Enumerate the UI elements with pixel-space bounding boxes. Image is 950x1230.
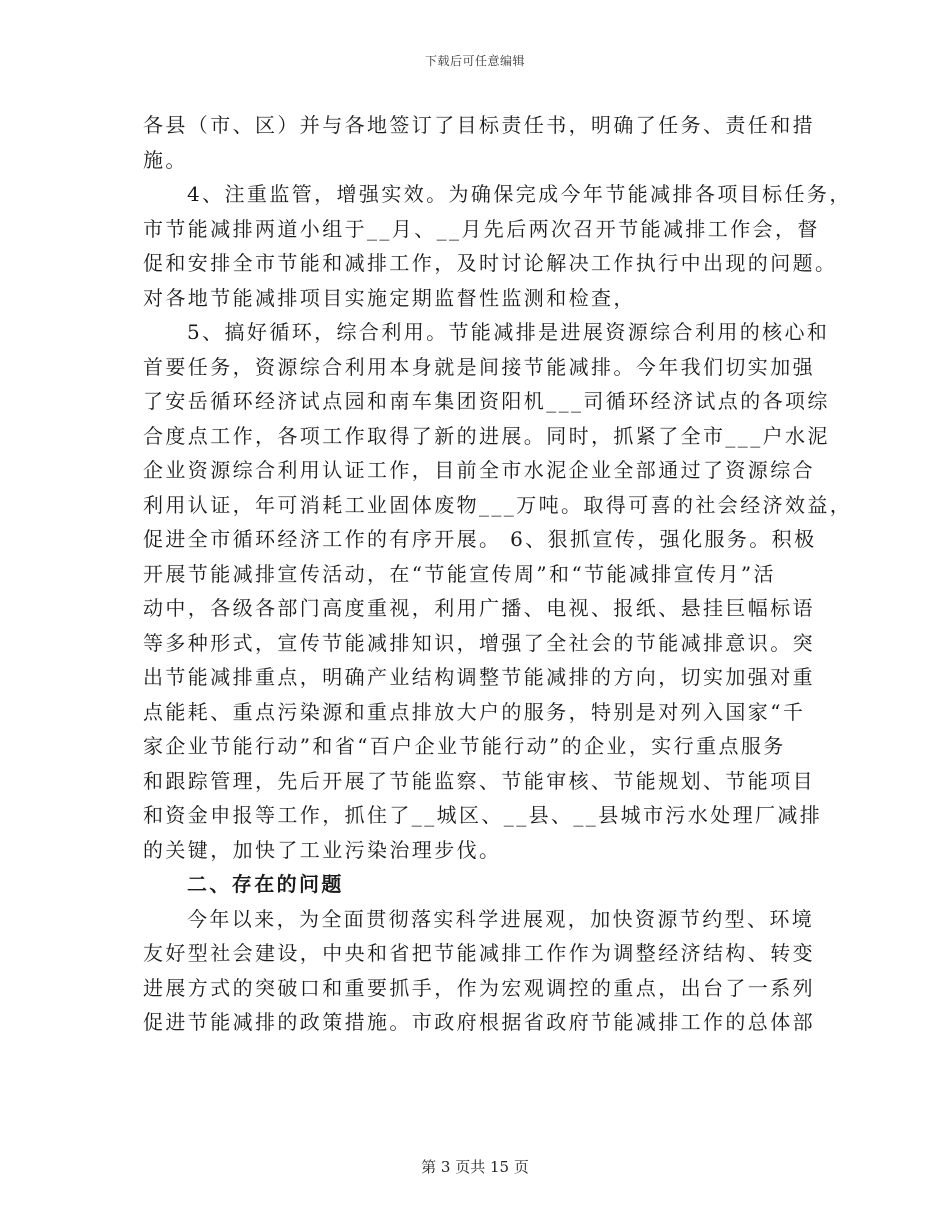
text-line: 今年以来，为全面贯彻落实科学进展观，加快资源节约型、环境 <box>187 906 815 931</box>
text-line: 4、注重监管，增强实效。为确保完成今年节能减排各项目标任务， <box>187 182 852 206</box>
text-line: 促进节能减排的政策措施。市政府根据省政府节能减排工作的总体部 <box>143 1010 815 1034</box>
text-line: 开展节能减排宣传活动，在“节能宣传周”和“节能减排宣传月”活 <box>143 561 776 586</box>
text-line: 了安岳循环经济试点园和南车集团资阳机___司循环经济试点的各项综 <box>143 389 830 413</box>
text-line: 促进全市循环经济工作的有序开展。 6、狠抓宣传，强化服务。积极 <box>143 527 817 551</box>
document-body <box>143 108 853 1040</box>
text-line: 的关键，加快了工业污染治理步伐。 <box>143 837 502 862</box>
text-line: 促和安排全市节能和减排工作，及时讨论解决工作执行中出现的问题。 <box>143 251 838 275</box>
text-line: 家企业节能行动”和省“百户企业节能行动”的企业，实行重点服务 <box>143 734 786 758</box>
text-line: 动中，各级各部门高度重视，利用广播、电视、报纸、悬挂巨幅标语 <box>143 596 815 620</box>
text-line: 首要任务，资源综合利用本身就是间接节能减排。今年我们切实加强 <box>143 354 815 379</box>
text-line: 各县（市、区）并与各地签订了目标责任书，明确了任务、责任和措 <box>143 113 815 137</box>
text-line: 进展方式的突破口和重要抓手，作为宏观调控的重点，出台了一系列 <box>143 975 815 1000</box>
text-line: 市节能减排两道小组于__月、__月先后两次召开节能减排工作会，督 <box>143 216 820 241</box>
text-line: 和资金申报等工作，抓住了__城区、__县、__县城市污水处理厂减排 <box>143 803 823 827</box>
text-line: 点能耗、重点污染源和重点排放大户的服务，特别是对列入国家“千 <box>143 699 806 724</box>
text-line: 对各地节能减排项目实施定期监督性监测和检查， <box>143 285 636 310</box>
text-line: 出节能减排重点，明确产业结构调整节能减排的方向，切实加强对重 <box>143 665 815 689</box>
text-line: 企业资源综合利用认证工作，目前全市水泥企业全部通过了资源综合 <box>143 458 815 482</box>
text-line: 等多种形式，宣传节能减排知识，增强了全社会的节能减排意识。突 <box>143 630 815 655</box>
text-line: 友好型社会建设，中央和省把节能减排工作作为调整经济结构、转变 <box>143 941 815 965</box>
text-line: 合度点工作，各项工作取得了新的进展。同时，抓紧了全市___户水泥 <box>143 423 830 448</box>
text-line: 利用认证，年可消耗工业固体废物___万吨。取得可喜的社会经济效益， <box>143 492 853 517</box>
page-number: 第 3 页共 15 页 <box>421 1158 529 1176</box>
section-heading: 二、存在的问题 <box>187 872 344 896</box>
text-line: 和跟踪管理，先后开展了节能监察、节能审核、节能规划、节能项目 <box>143 768 815 793</box>
text-line: 施。 <box>143 147 188 172</box>
page-header: 下载后可任意编辑 <box>424 54 525 68</box>
text-line: 5、搞好循环，综合利用。节能减排是进展资源综合利用的核心和 <box>187 320 830 344</box>
